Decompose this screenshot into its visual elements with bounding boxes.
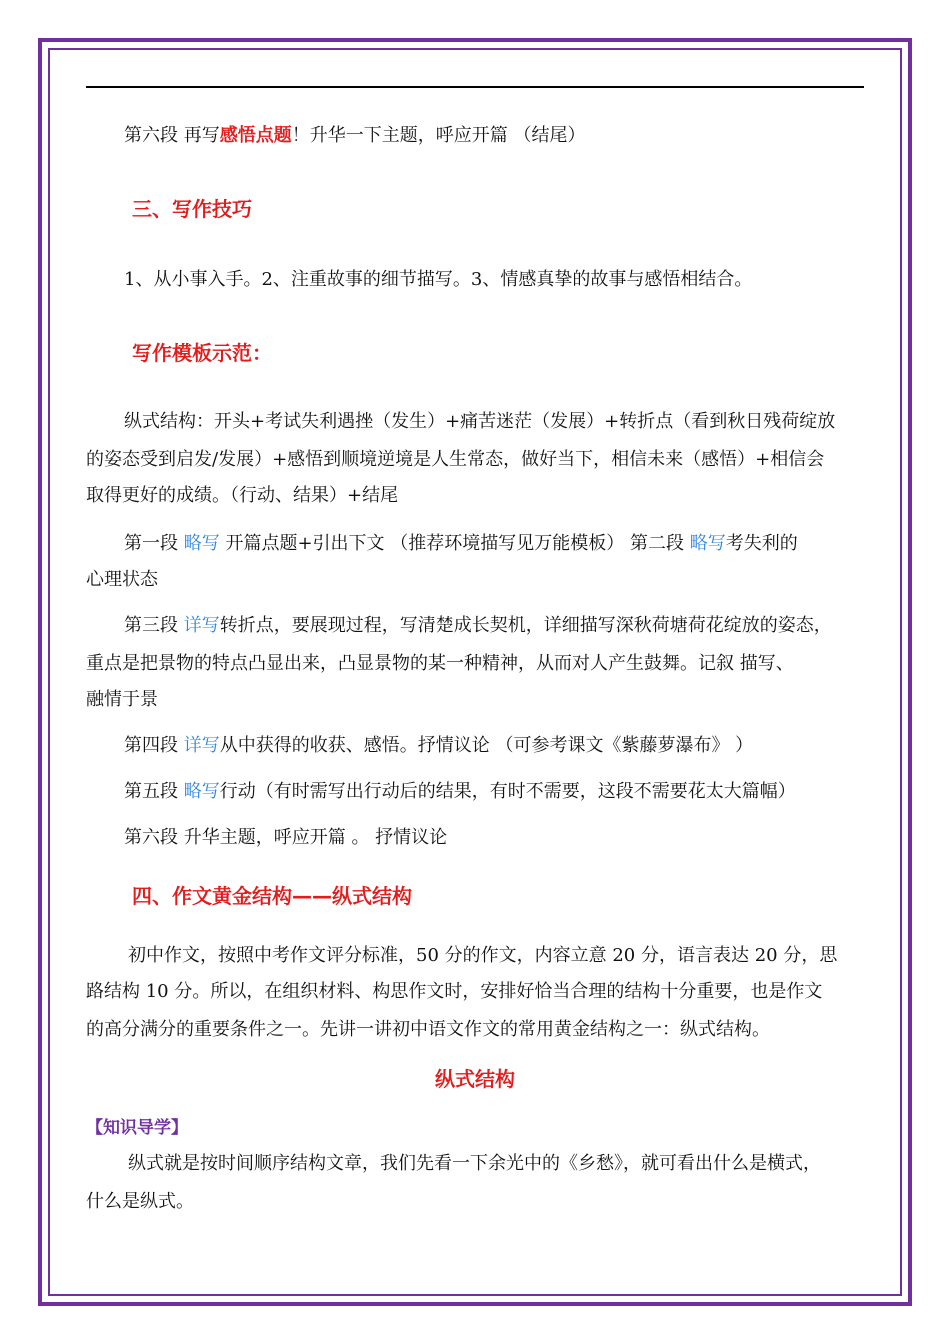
golden-line-1: 初中作文，按照中考作文评分标准，50 分的作文，内容立意 20 分，语言表达 20 分，思 (128, 945, 838, 966)
golden-line-2: 路结构 10 分。所以，在组织材料、构思作文时，安排好恰当合理的结构十分重要，也是作文 (86, 981, 823, 1002)
para4-line: 第四段 详写从中获得的收获、感悟。抒情议论 （可参考课文《紫藤萝瀑布》 ） (124, 735, 754, 756)
tag-detailed: 详写 (183, 615, 220, 636)
heading-golden-structure: 四、作文黄金结构——纵式结构 (132, 884, 412, 908)
skills-text: 1、从小事入手。2、注重故事的细节描写。3、情感真挚的故事与感悟相结合。 (124, 269, 753, 290)
knowledge-line-2: 什么是纵式。 (86, 1191, 194, 1212)
heading-writing-skills: 三、写作技巧 (132, 197, 252, 221)
golden-line-3: 的高分满分的重要条件之一。先讲一讲初中语文作文的常用黄金结构之一：纵式结构。 (86, 1019, 770, 1040)
para1-line: 第一段 略写 开篇点题+引出下文 （推荐环境描写见万能模板） 第二段 略写考失利的 (124, 533, 798, 554)
tag-brief: 略写 (689, 533, 726, 554)
heading-template: 写作模板示范： (132, 341, 272, 365)
knowledge-line-1: 纵式就是按时间顺序结构文章，我们先看一下余光中的《乡愁》，就可看出什么是横式， (128, 1153, 821, 1174)
para3-line-3: 融情于景 (86, 689, 158, 710)
para5-line: 第五段 略写行动（有时需写出行动后的结果，有时不需要，这段不需要花太大篇幅） (124, 781, 796, 802)
para1-continuation: 心理状态 (86, 569, 158, 590)
para6-line: 第六段 升华主题，呼应开篇 。 抒情议论 (124, 827, 448, 848)
section6-conclusion-line: 第六段 再写感悟点题！升华一下主题，呼应开篇 （结尾） (124, 125, 586, 146)
tag-brief: 略写 (183, 533, 220, 554)
structure-line-2: 的姿态受到启发/发展）+感悟到顺境逆境是人生常态，做好当下，相信未来（感悟）+相信会 (86, 449, 825, 470)
para3-line: 第三段 详写转折点，要展现过程，写清楚成长契机，详细描写深秋荷塘荷花绽放的姿态， (124, 615, 832, 636)
structure-line-1: 纵式结构：开头+考试失利遇挫（发生）+痛苦迷茫（发展）+转折点（看到秋日残荷绽放 (124, 411, 836, 432)
tag-brief: 略写 (183, 781, 220, 802)
knowledge-label: 【知识导学】 (86, 1118, 188, 1138)
structure-line-3: 取得更好的成绩。（行动、结果）+结尾 (86, 485, 399, 506)
tag-detailed: 详写 (183, 735, 220, 756)
para3-line-2: 重点是把景物的特点凸显出来，凸显景物的某一种精神，从而对人产生鼓舞。记叙 描写、 (86, 653, 794, 674)
header-rule (86, 86, 864, 88)
highlight-text: 感悟点题 (219, 125, 292, 146)
subtitle-vertical-structure: 纵式结构 (435, 1067, 515, 1091)
